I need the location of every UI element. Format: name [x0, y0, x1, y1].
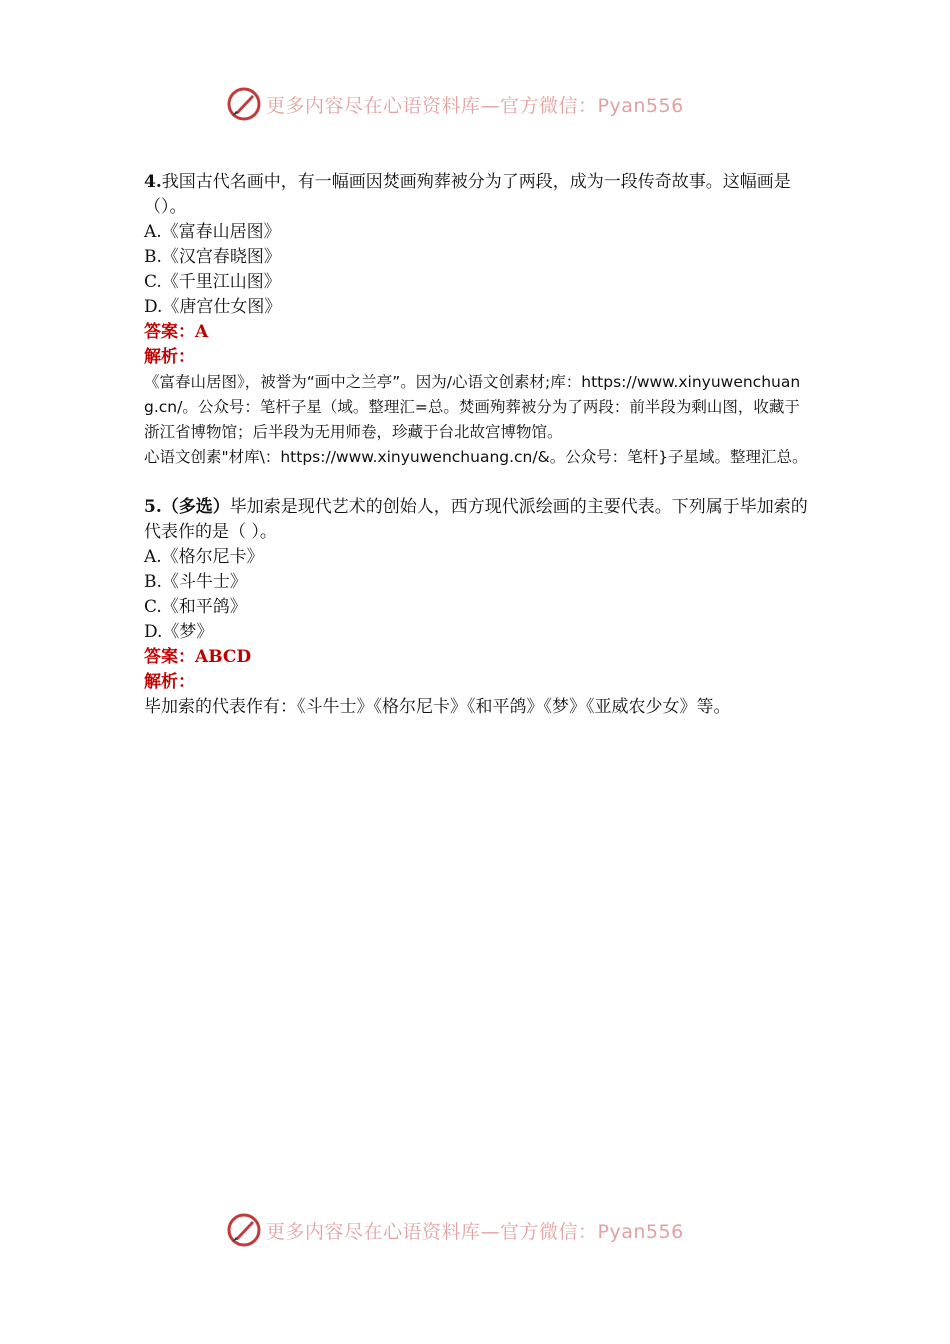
option-a: A.《格尔尼卡》: [144, 547, 264, 567]
question-block: [144, 170, 808, 470]
option-b: B.《汉宫春晓图》: [144, 247, 281, 267]
banner-text: 更多内容尽在心语资料库—官方微信：Pyan556: [266, 1220, 684, 1243]
quill-logo-icon: [226, 86, 262, 122]
option-d: D.《唐宫仕女图》: [144, 297, 282, 317]
option-b: B.《斗牛士》: [144, 572, 247, 592]
answer: 答案：ABCD: [144, 647, 252, 667]
option-c: C.《千里江山图》: [144, 272, 281, 292]
analysis-label: 解析：: [144, 347, 195, 367]
question-number: 5.: [144, 497, 162, 517]
analysis-paragraph: 毕加索的代表作有：《斗牛士》《格尔尼卡》《和平鸽》《梦》《亚威农少女》等。: [144, 697, 731, 717]
question-text: 毕加索是现代艺术的创始人，西方现代派绘画的主要代表。下列属于毕加索的代表作的是（ ）。: [144, 497, 808, 542]
document-body: [144, 170, 808, 720]
quill-logo-icon: [226, 1212, 262, 1248]
option-c: C.《和平鸽》: [144, 597, 247, 617]
spacer: [144, 470, 808, 495]
analysis-label: 解析：: [144, 672, 195, 692]
analysis-paragraph: 心语文创素"材库\：https://www.xinyuwenchuang.cn/&。公众号：笔杆}子星域。整理汇总。: [144, 448, 808, 466]
footer-banner: [226, 1208, 726, 1252]
header-banner: [226, 82, 726, 126]
question-text: 我国古代名画中，有一幅画因焚画殉葬被分为了两段，成为一段传奇故事。这幅画是（）。: [144, 172, 791, 217]
analysis-paragraph: 《富春山居图》，被誉为“画中之兰亭”。因为/心语文创素材;库：https://www.xinyuwenchuang.cn/。公众号：笔杆子星（域。整理汇=总。焚画殉葬被分为了两段：前半段为剩山图，收藏于浙江省博物馆；后半段为无用师卷，珍藏于台北故宫博物馆。: [144, 373, 801, 441]
question-number: 4.: [144, 172, 162, 192]
question-block: [144, 495, 808, 720]
option-a: A.《富春山居图》: [144, 222, 281, 242]
question-stem: [144, 495, 808, 545]
banner-text: 更多内容尽在心语资料库—官方微信：Pyan556: [266, 94, 684, 117]
option-d: D.《梦》: [144, 622, 214, 642]
question-stem: [144, 170, 808, 220]
question-tag: （多选）: [161, 497, 230, 517]
answer: 答案：A: [144, 322, 209, 342]
